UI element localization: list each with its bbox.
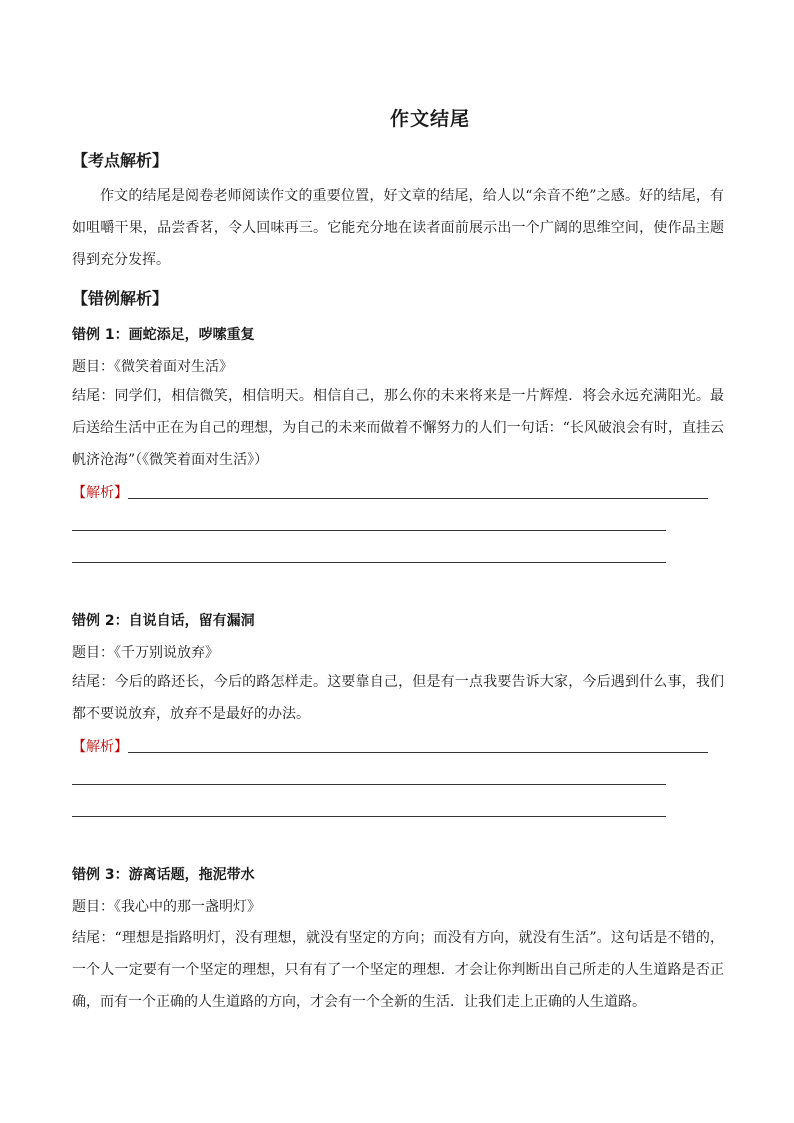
case-1-topic: 题目：《微笑着面对生活》 — [72, 359, 233, 375]
case-3-heading: 错例 3：游离话题，拖泥带水 — [72, 867, 255, 883]
section-heading-key-points: 【考点解析】 — [72, 151, 169, 170]
case-3-ending: 结尾：“理想是指路明灯，没有理想，就没有坚定的方向；而没有方向，就没有生活”。这句话是不错的，一个人一定要有一个坚定的理想，只有有了一个坚定的理想．才会让你判断出自己所走的人生道路是否正确，而有一个正确的人生道路的方向，才会有一个全新的生活．让我们走上正确的人生道路。 — [72, 930, 724, 1010]
case-2-answer-line-2[interactable] — [72, 784, 666, 785]
case-2-answer-line-3[interactable] — [72, 816, 666, 817]
case-2-ending: 结尾：今后的路还长，今后的路怎样走。这要靠自己，但是有一点我要告诉大家，今后遇到什么事，我们都不要说放弃，放弃不是最好的办法。 — [72, 674, 724, 722]
case-2-heading: 错例 2：自说自话，留有漏洞 — [72, 613, 255, 629]
case-1-answer-line-2[interactable] — [72, 530, 666, 531]
case-2-topic: 题目：《千万别说放弃》 — [72, 645, 219, 661]
case-1-heading: 错例 1：画蛇添足，哕嗦重复 — [72, 327, 255, 343]
case-2-answer-line-1[interactable] — [128, 752, 708, 753]
case-1-answer-line-3[interactable] — [72, 562, 666, 563]
section-heading-error-cases: 【错例解析】 — [72, 289, 169, 308]
key-points-paragraph: 作文的结尾是阅卷老师阅读作文的重要位置，好文章的结尾，给人以“余音不绝”之感。好的结尾，有如咀嚼干果，品尝香茗，令人回味再三。它能充分地在读者面前展示出一个广阔的思维空间，使作品主题得到充分发挥。 — [72, 188, 724, 268]
case-1-analysis-label: 【解析】 — [72, 485, 128, 501]
case-1-answer-line-1[interactable] — [128, 498, 708, 499]
case-2-analysis-label: 【解析】 — [72, 739, 128, 755]
document-title: 作文结尾 — [389, 108, 470, 130]
case-1-ending: 结尾：同学们，相信微笑，相信明天。相信自己，那么你的未来将来是一片辉煌．将会永远充满阳光。最后送给生活中正在为自己的理想，为自己的未来而做着不懈努力的人们一句话：“长风破浪会有时，直挂云帆济沧海”（《微笑着面对生活》） — [72, 388, 724, 468]
case-3-topic: 题目：《我心中的那一盏明灯》 — [72, 899, 261, 915]
